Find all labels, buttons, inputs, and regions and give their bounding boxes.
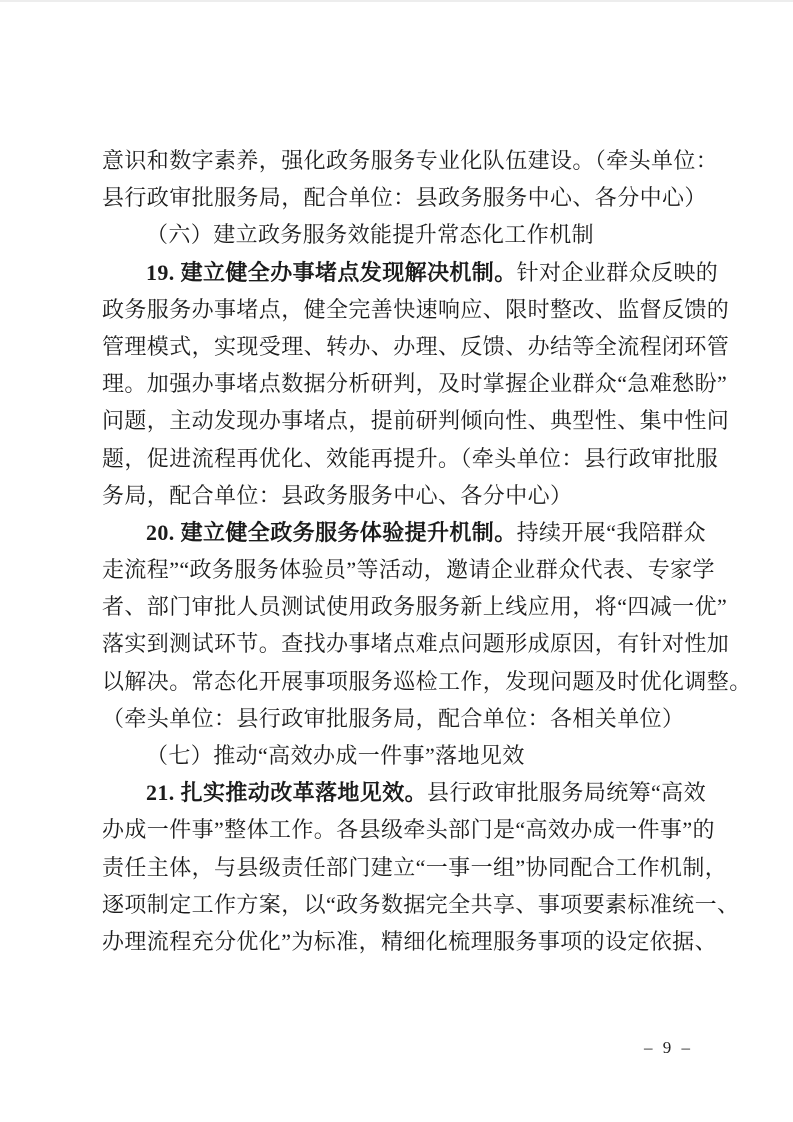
text-line (102, 700, 736, 737)
text-line (102, 811, 736, 848)
line-text: 办成一件事”整体工作。各县级牵头部门是“高效办成一件事”的 (102, 817, 715, 843)
item-20-bold-heading: 20. 建立健全政务服务体验提升机制。 (146, 519, 517, 545)
text-line (102, 923, 736, 960)
line-text: 务局，配合单位：县政务服务中心、各分中心） (102, 482, 573, 508)
text-line (102, 440, 736, 477)
line-text: 走流程”“政务服务体验员”等活动，邀请企业群众代表、专家学 (102, 557, 715, 583)
line-text: （六）建立政务服务效能提升常态化工作机制 (146, 222, 595, 248)
text-line (102, 402, 736, 439)
text-line (102, 625, 736, 662)
text-line (102, 328, 736, 365)
line-text: 落实到测试环节。查找办事堵点难点问题形成原因，有针对性加 (102, 631, 730, 657)
line-text: 理。加强办事堵点数据分析研判，及时掌握企业群众“急难愁盼” (102, 371, 728, 397)
line-text: 办理流程充分优化”为标准，精细化梳理服务事项的设定依据、 (102, 928, 717, 954)
section-heading-7 (102, 737, 736, 774)
line-text: 县行政审批服务局，配合单位：县政务服务中心、各分中心） (102, 185, 707, 211)
line-text: 问题，主动发现办事堵点，提前研判倾向性、典型性、集中性问 (102, 408, 730, 434)
line-text: 政务服务办事堵点，健全完善快速响应、限时整改、监督反馈的 (102, 296, 730, 322)
text-line (102, 142, 736, 179)
scan-artifact-top-edge (0, 0, 793, 2)
text-line (102, 365, 736, 402)
item-20-lead-line (102, 514, 736, 551)
line-text: 者、部门审批人员测试使用政务服务新上线应用，将“四减一优” (102, 594, 728, 620)
line-text: 题，促进流程再优化、效能再提升。（牵头单位：县行政审批服 (102, 445, 719, 471)
line-text: 持续开展“我陪群众 (516, 519, 706, 545)
document-body (102, 142, 752, 960)
text-line (102, 663, 752, 700)
line-text: 以解决。常态化开展事项服务巡检工作，发现问题及时优化调整。 (102, 668, 752, 694)
item-21-lead-line (102, 774, 736, 811)
line-text: 管理模式，实现受理、转办、办理、反馈、办结等全流程闭环管 (102, 333, 730, 359)
text-line (102, 588, 736, 625)
item-19-bold-heading: 19. 建立健全办事堵点发现解决机制。 (146, 259, 517, 285)
line-text: 县行政审批服务局统筹“高效 (427, 780, 706, 806)
section-heading-6 (102, 216, 736, 253)
item-19-lead-line (102, 254, 736, 291)
item-21-bold-heading: 21. 扎实推动改革落地见效。 (146, 780, 428, 806)
text-line (102, 477, 736, 514)
text-line (102, 849, 736, 886)
line-text: 责任主体，与县级责任部门建立“一事一组”协同配合工作机制， (102, 854, 728, 880)
text-line (102, 886, 740, 923)
text-line (102, 291, 736, 328)
line-text: 逐项制定工作方案，以“政务数据完全共享、事项要素标准统一、 (102, 891, 740, 917)
line-text: 针对企业群众反映的 (516, 259, 719, 285)
line-text: （牵头单位：县行政审批服务局，配合单位：各相关单位） (102, 705, 685, 731)
line-text: （七）推动“高效办成一件事”落地见效 (146, 743, 525, 768)
text-line (102, 179, 736, 216)
line-text: 意识和数字素养，强化政务服务专业化队伍建设。（牵头单位： (102, 148, 719, 173)
page-number: – 9 – (644, 1038, 693, 1057)
text-line (102, 551, 736, 588)
